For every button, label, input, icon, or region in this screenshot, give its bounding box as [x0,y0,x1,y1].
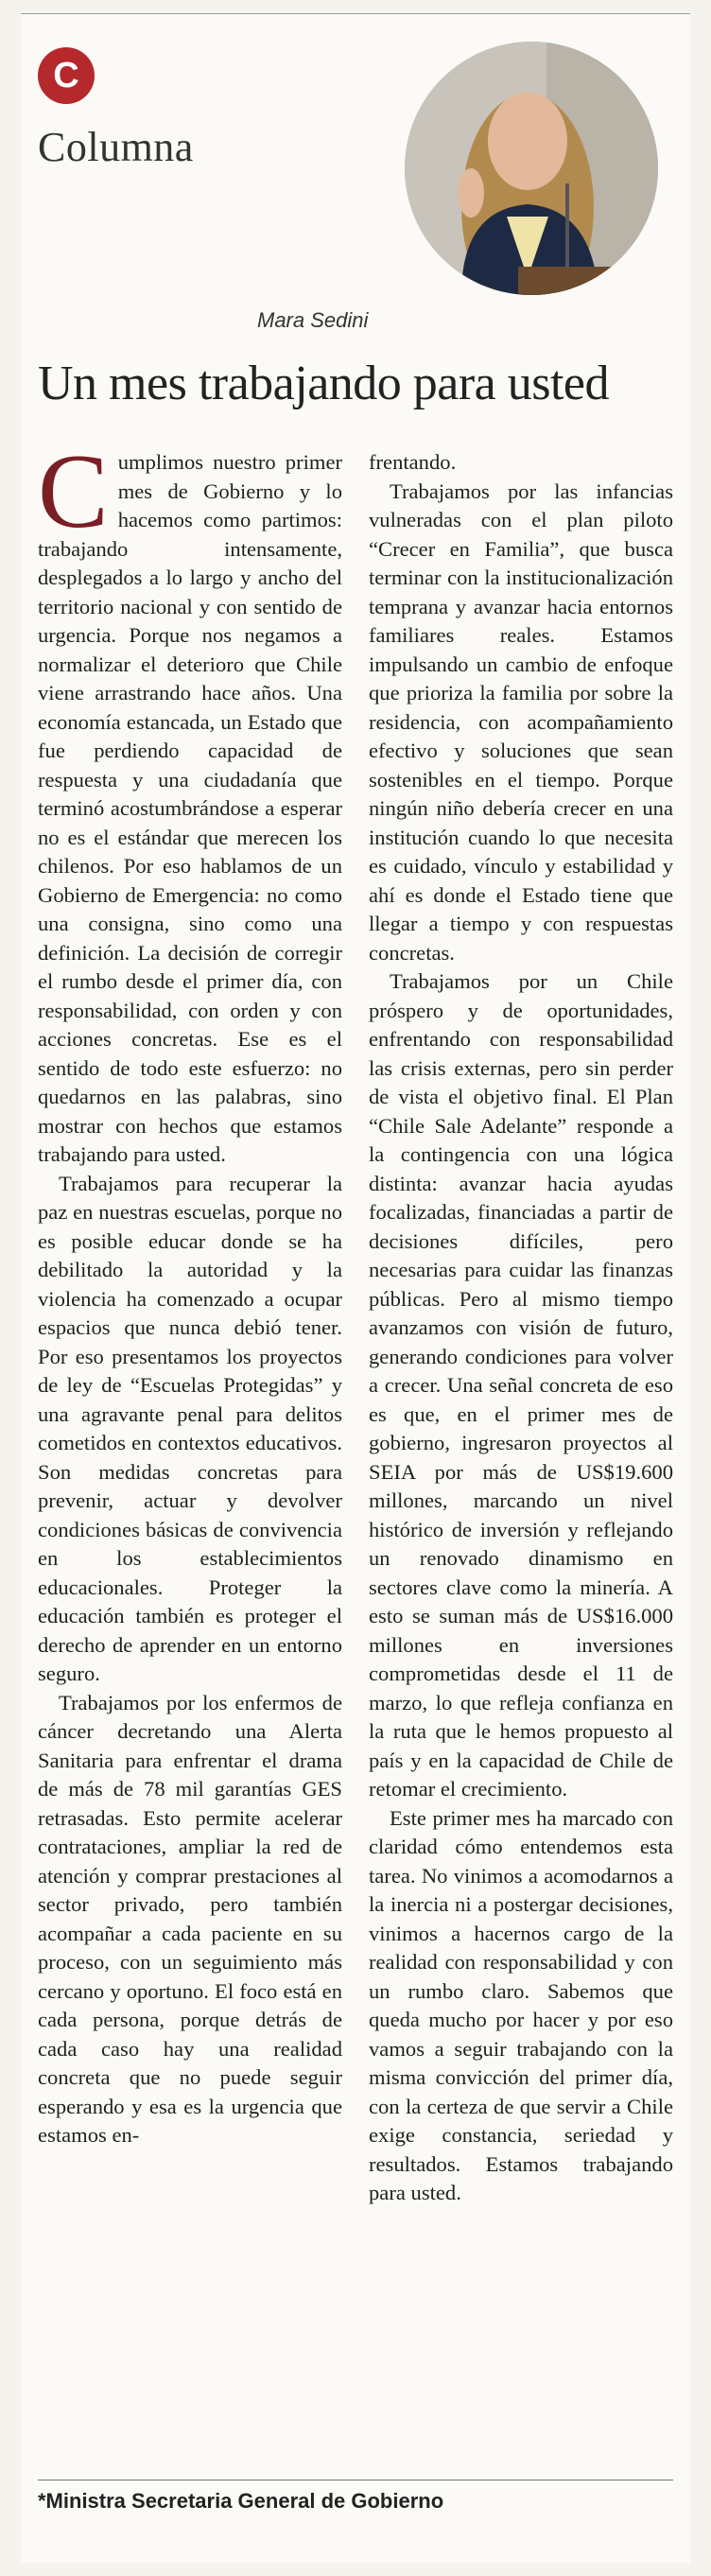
paragraph: frentando. [369,450,457,474]
paragraph [38,433,342,1170]
right-column [369,448,673,2208]
left-column [38,433,342,2150]
top-rule [21,13,690,14]
paragraph: Trabajamos por los enfermos de cáncer decretando una Alerta Sanitaria para enfrentar el drama de más de 78 mil garantías GES retrasadas. Esto permite acelerar contrataciones, ampliar la red de atención y comprar prestaciones al sector privado, pero también acompañar a cada paciente en su proceso, con un seguimiento más cercano y oportuno. El foco está en cada persona, porque detrás de cada caso hay una realidad concreta que no puede seguir esperando y esa es la urgencia que estamos en- [38,1690,342,2147]
author-portrait-image [405,42,658,295]
author-photo [405,42,658,295]
column-page [21,13,690,2563]
author-role-footnote: *Ministra Secretaria General de Gobierno [38,2489,444,2513]
paragraph: Trabajamos por un Chile próspero y de oportunidades, enfrentando con responsabilidad las crisis externas, pero sin perder de vista el objetivo final. El Plan “Chile Sale Adelante” responde a la contingencia con una lógica distinta: avanzar hacia ayudas focalizadas, financiadas a partir de decisiones difíciles, pero necesarias para cuidar las finanzas públicas. Pero al mismo tiempo avanzamos con visión de futuro, generando condiciones para volver a crecer. Una señal concreta de eso es que, en el primer mes de gobierno, ingresaron proyectos al SEIA por más de US$19.600 millones, marcando un nivel histórico de inversión y reflejando un renovado dinamismo en sectores clave como la minería. A esto se suman más de US$16.000 millones en inversiones comprometidas desde el 11 de marzo, lo que refleja confianza en la ruta que le hemos propuesto al país y en la capacidad de Chile de retomar el crecimiento. [369,969,673,1801]
paragraph: Este primer mes ha marcado con claridad cómo entendemos esta tarea. No vinimos a acomodarnos a la inercia ni a postergar decisiones, vinimos a hacernos cargo de la realidad con responsabilidad y con un rumbo claro. Sabemos que queda mucho por hacer y por eso vamos a seguir trabajando con la misma convicción del primer día, con la certeza de que servir a Chile exige constancia, seriedad y resultados. Estamos trabajando para usted. [369,1805,673,2204]
paragraph-text: umplimos nuestro primer mes de Gobierno y lo hacemos como partimos: trabajando intensamente, desplegados a lo largo y ancho del territorio nacional y con sentido de urgencia. Porque nos negamos a normalizar el deterioro que Chile viene arrastrando hace años. Una economía estancada, un Estado que fue perdiendo capacidad de respuesta y una ciudadanía que terminó acostumbrándose a esperar no es el estándar que merecen los chilenos. Por eso hablamos de un Gobierno de Emergencia: no como una consigna, sino como una definición. La decisión de corregir el rumbo desde el primer día, con responsabilidad, con orden y con acciones concretas. Ese es el sentido de todo este esfuerzo: no quedarnos en las palabras, sino mostrar con hechos que estamos trabajando para usted. [38,450,342,1166]
headline: Un mes trabajando para usted [38,357,610,410]
article-body [38,433,673,2463]
paragraph: Trabajamos por las infancias vulneradas con el plan piloto “Crecer en Familia”, que busca terminar con la institucionalización temprana y avanzar hacia entornos familiares reales. Estamos impulsando un cambio de enfoque que prioriza la familia por sobre la residencia, con acompañamiento efectivo y soluciones que sean sostenibles en el tiempo. Porque ningún niño debería crecer en una institución cuando lo que necesita es cuidado, vínculo y estabilidad y ahí es donde el Estado tiene que llegar a tiempo y con respuestas concretas. [369,479,673,965]
author-name: Mara Sedini [257,308,369,332]
section-label: Columna [38,124,194,170]
drop-cap: C [38,433,109,550]
section-badge: C [38,47,95,104]
paragraph: Trabajamos para recuperar la paz en nuestras escuelas, porque no es posible educar donde se ha debilitado la autoridad y la violencia ha comenzado a ocupar espacios que nunca debió tener. Por eso presentamos los proyectos de ley de “Escuelas Protegidas” y una agravante penal para delitos cometidos en contextos educativos. Son medidas concretas para prevenir, actuar y devolver condiciones básicas de convivencia en los establecimientos educacionales. Proteger la educación también es proteger el derecho de aprender en un entorno seguro. [38,1171,342,1685]
